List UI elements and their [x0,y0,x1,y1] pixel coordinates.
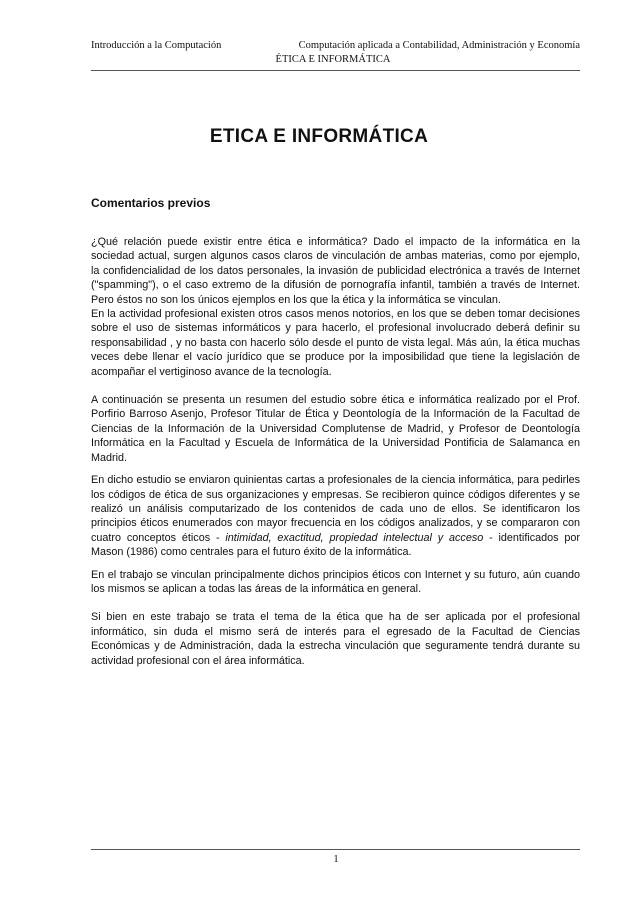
header-course-title: Introducción a la Computación [91,40,222,51]
header-divider [91,70,580,71]
study-method-text-end: - identificados por Mason (1986) como centrales para el futuro éxito de la informática. [91,531,580,559]
paragraph-study-method [91,473,580,559]
footer-divider [91,849,580,850]
section-heading: Comentarios previos [91,196,211,210]
page-number: 1 [333,854,339,865]
ethical-concepts-italic: intimidad, exactitud, propiedad intelectual y acceso [225,531,484,544]
study-method-text: En dicho estudio se enviaron quinientas cartas a profesionales de la ciencia informática, para pedirles los códigos de ética de sus organizaciones y empresas. Se recibieron quince códigos diferentes y se realizó un análisis computarizado de los contenidos de cada uno de ellos. Se identificaron los principios éticos enumerados con mayor frecuencia en los códigos analizados, y se compararon con cuatro conceptos éticos - [91,474,580,544]
paragraph-professional-activity: En la actividad profesional existen otros casos menos notorios, en los que se deben tomar decisiones sobre el uso de sistemas informáticos y para hacerlo, el profesional involucrado deberá definir su responsabilidad , y no basta con hacerlo sólo desde el punto de vista legal. Más aún, la ética muchas veces debe llenar el vacío jurídico que se produce por la imposibilidad que tiene la legislación de acompañar el vertiginoso avance de la tecnología. [91,308,580,378]
body-text [91,235,580,668]
header-chapter-title: ÉTICA E INFORMÁTICA [275,54,391,65]
paragraph-intro: ¿Qué relación puede existir entre ética e informática? Dado el impacto de la informática en la sociedad actual, surgen algunos casos claros de vinculación de ambas materias, como por ejemplo, la confidencialidad de los datos personales, la invasión de publicidad electrónica a través de Internet ("spamming"), o el caso extremo de la difusión de pornografía infantil, también a través de Internet. Pero éstos no son los únicos ejemplos en los que la ética y la informática se vinculan. [91,236,580,306]
paragraph-study-author: A continuación se presenta un resumen del estudio sobre ética e informática realizado por el Prof. Porfirio Barroso Asenjo, Profesor Titular de Ética y Deontología de la Información de la Facultad de Ciencias de la Información de la Universidad Complutense de Madrid, y Profesor de Deontología Informática en la Facultad y Escuela de Informática de la Universidad Pontificia de Salamanca en Madrid. [91,394,580,464]
page-title: ETICA E INFORMÁTICA [209,126,429,147]
header-program-title: Computación aplicada a Contabilidad, Administración y Economía [298,40,580,51]
paragraph-internet-link: En el trabajo se vinculan principalmente dichos principios éticos con Internet y su futuro, aún cuando los mismos se aplican a todas las áreas de la informática en general. [91,568,580,595]
paragraph-relevance: Si bien en este trabajo se trata el tema de la ética que ha de ser aplicada por el profesional informático, sin duda el mismo será de interés para el egresado de la Facultad de Ciencias Económicas y de Administración, dada la estrecha vinculación que seguramente tendrá durante su actividad profesional con el área informática. [91,611,580,667]
